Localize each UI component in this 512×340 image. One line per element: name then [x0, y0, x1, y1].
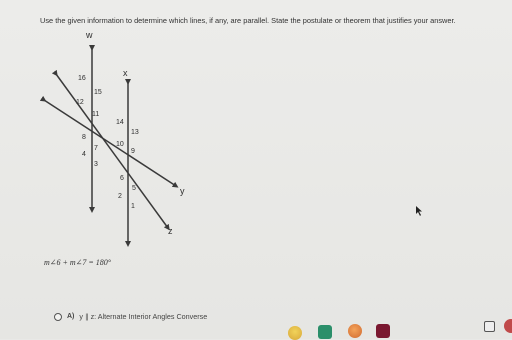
- question-instructions: Use the given information to determine which lines, if any, are parallel. State the postulate or theorem that justifies your answer.: [40, 16, 456, 25]
- angle-15: 15: [94, 89, 102, 96]
- angle-2: 2: [118, 193, 122, 200]
- choice-letter: A): [67, 313, 75, 320]
- answer-choice-a[interactable]: [54, 312, 207, 321]
- label-y: y: [180, 186, 185, 196]
- screenshot-icon[interactable]: [484, 321, 495, 332]
- radio-button[interactable]: [54, 313, 62, 321]
- angle-12: 12: [76, 99, 84, 106]
- parallel-lines-diagram: [30, 24, 210, 254]
- angle-5: 5: [132, 185, 136, 192]
- angle-14: 14: [116, 119, 124, 126]
- angle-8: 8: [82, 134, 86, 141]
- label-z: z: [168, 226, 173, 236]
- angle-11: 11: [92, 111, 100, 118]
- given-equation: m∠6 + m∠7 = 180°: [44, 258, 111, 267]
- angle-4: 4: [82, 151, 86, 158]
- angle-7: 7: [94, 145, 98, 152]
- angle-3: 3: [94, 161, 98, 168]
- youtube-icon[interactable]: [376, 324, 390, 338]
- line-y: [44, 100, 176, 186]
- angle-6: 6: [120, 175, 124, 182]
- profile-icon[interactable]: [504, 319, 512, 333]
- label-x: x: [123, 68, 128, 78]
- chrome-icon[interactable]: [288, 326, 302, 340]
- mouse-cursor-icon: [416, 206, 424, 216]
- app-icon[interactable]: [348, 324, 362, 338]
- label-w: w: [86, 30, 93, 40]
- angle-13: 13: [131, 129, 139, 136]
- angle-9: 9: [131, 148, 135, 155]
- classroom-icon[interactable]: [318, 325, 332, 339]
- taskbar: [280, 318, 512, 339]
- angle-10: 10: [116, 141, 124, 148]
- choice-text: y ∥ z: Alternate Interior Angles Converse: [79, 312, 208, 321]
- angle-1: 1: [131, 203, 135, 210]
- line-z: [56, 74, 168, 228]
- angle-16: 16: [78, 75, 86, 82]
